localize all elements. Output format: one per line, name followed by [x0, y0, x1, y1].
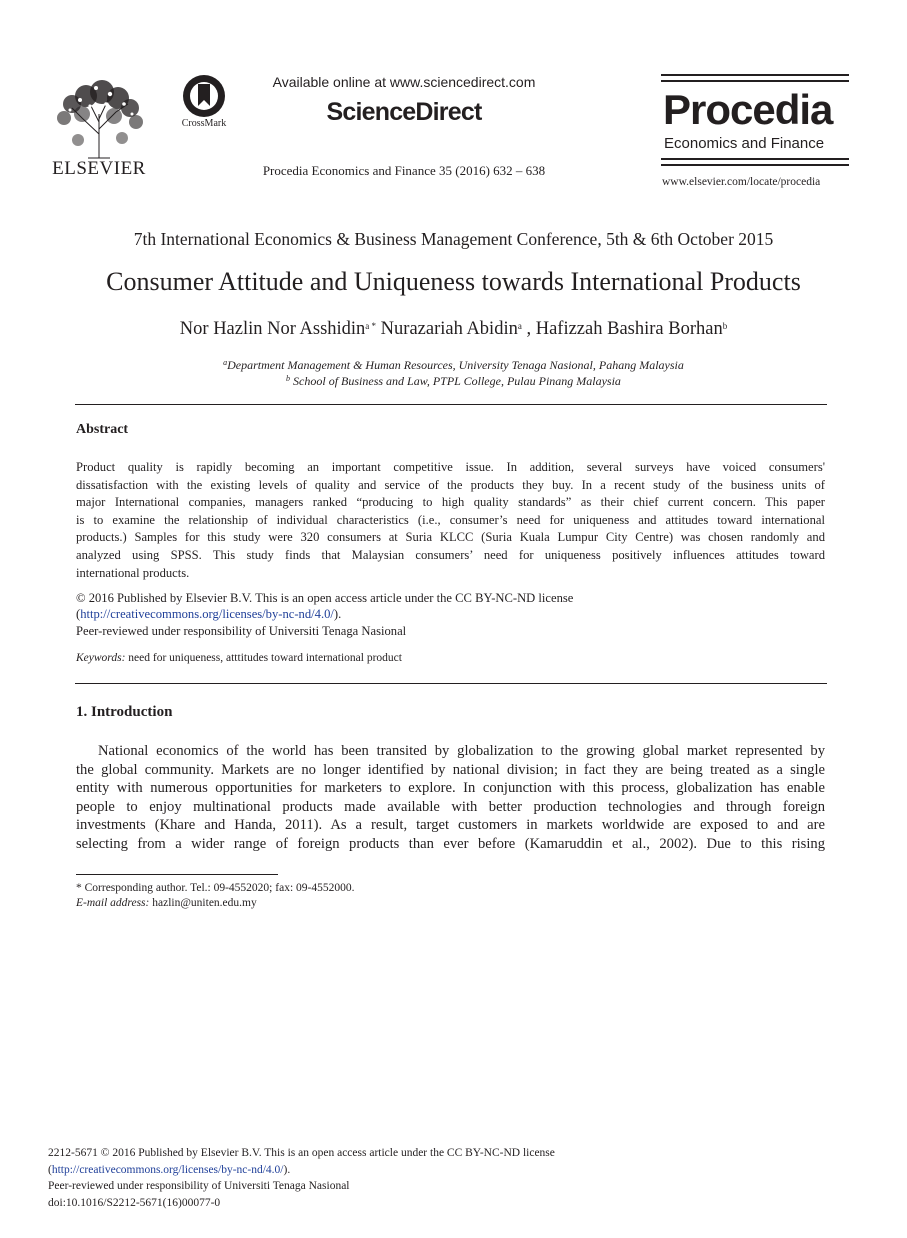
- footnote-rule: [76, 874, 278, 875]
- abstract-line: international products.: [76, 565, 190, 580]
- email-address[interactable]: hazlin@uniten.edu.my: [149, 897, 257, 909]
- intro-line: selecting from a wider range of foreign products than ever before (Kamaruddin et al., 2002). Due to this rising: [76, 835, 825, 852]
- email-line: [76, 897, 257, 909]
- footer-peer-review: Peer-reviewed under responsibility of Universiti Tenaga Nasional: [48, 1180, 350, 1193]
- abstract-heading: Abstract: [76, 422, 129, 437]
- procedia-bottom-rule-2: [661, 164, 849, 166]
- crossmark-label: CrossMark: [181, 118, 227, 129]
- corresponding-author: * Corresponding author. Tel.: 09-4552020; fax: 09-4552000.: [76, 882, 355, 894]
- affiliation-text: School of Business and Law, PTPL College, Pulau Pinang Malaysia: [290, 374, 621, 388]
- available-online: Available online at www.sciencedirect.com: [272, 74, 536, 90]
- email-label: E-mail address:: [76, 897, 150, 909]
- keywords-text: need for uniqueness, atttitudes toward international product: [125, 652, 402, 664]
- elsevier-tree-icon: [52, 74, 146, 160]
- elsevier-logo[interactable]: [52, 74, 146, 178]
- author-name: Nor Hazlin Nor Asshidin: [179, 319, 366, 339]
- procedia-title: Procedia: [663, 86, 833, 133]
- abstract-line: products.) Samples for this study were 320 consumers at Suria KLCC (Suria Kuala Lumpur City Centre) was chosen randomly and: [76, 530, 825, 545]
- abstract-line: analyzed using SPSS. This study finds that Malaysian consumers’ need for uniqueness positively influences attitudes toward: [76, 547, 825, 562]
- intro-line: people to enjoy multinational products made available with better production technologies and through foreign: [76, 798, 825, 815]
- author-list: [40, 319, 867, 340]
- footer-issn-line: 2212-5671 © 2016 Published by Elsevier B.V. This is an open access article under the CC BY-NC-ND license: [48, 1147, 555, 1159]
- affiliation-mark: b: [286, 374, 291, 383]
- intro-line: investments (Khare and Handa, 2011). As a result, target customers in markets worldwide are exposed to and are: [76, 817, 825, 834]
- copyright-notice: © 2016 Published by Elsevier B.V. This is an open access article under the CC BY-NC-ND license: [76, 591, 574, 605]
- elsevier-wordmark: ELSEVIER: [52, 158, 146, 179]
- footer-doi[interactable]: doi:10.1016/S2212-5671(16)00077-0: [48, 1196, 221, 1209]
- license-link[interactable]: http://creativecommons.org/licenses/by-nc-nd/4.0/: [80, 607, 334, 621]
- procedia-bottom-rule-1: [661, 158, 849, 160]
- abstract-bottom-rule: [75, 683, 827, 684]
- crossmark-icon: [175, 74, 233, 120]
- affiliation-text: Department Management & Human Resources, University Tenaga Nasional, Pahang Malaysia: [227, 358, 684, 372]
- journal-reference: Procedia Economics and Finance 35 (2016) 632 – 638: [262, 163, 546, 178]
- author-affiliation-mark: a: [517, 321, 522, 331]
- keywords: [76, 652, 402, 664]
- author-affiliation-mark: a *: [365, 321, 377, 331]
- intro-line: the global community. Markets are no longer identified by national division; in fact they are being treated as a single: [76, 761, 825, 778]
- procedia-top-rule-2: [661, 80, 849, 82]
- affiliation-a: [40, 358, 867, 373]
- procedia-subtitle: Economics and Finance: [664, 135, 825, 152]
- abstract-line: Product quality is rapidly becoming an important competitive issue. In addition, several surveys have voiced consumers': [76, 460, 825, 474]
- license-open: (: [76, 607, 81, 621]
- abstract-line: major International companies, managers ranked “producing to high quality standards” as their chief current concern. This paper: [76, 495, 825, 510]
- abstract-body: [76, 459, 825, 582]
- intro-line: entity with numerous opportunities for marketers to explore. In conjunction with this process, globalization has enable: [76, 780, 825, 797]
- license-close: ).: [333, 607, 342, 621]
- procedia-url[interactable]: www.elsevier.com/locate/procedia: [662, 176, 821, 188]
- author-name: Nurazariah Abidin: [376, 319, 518, 339]
- keywords-label: Keywords:: [76, 652, 126, 664]
- footer-license-line: [48, 1162, 555, 1179]
- introduction-body: [76, 742, 825, 854]
- affiliation-mark: a: [223, 358, 228, 367]
- abstract-line: is to examine the relationship of individual characteristics (i.e., consumer’s need for uniqueness and attitudes toward international: [76, 512, 825, 527]
- intro-line: National economics of the world has been transited by globalization to the growing global market represented by: [98, 743, 825, 759]
- introduction-heading: 1. Introduction: [76, 704, 173, 720]
- footer-license-open: (: [48, 1163, 52, 1176]
- abstract-line: dissatisfaction with the existing levels of quality and service of the products they buy. In a recent study of the business units of: [76, 477, 825, 492]
- crossmark-logo[interactable]: [175, 74, 233, 134]
- page-footer: [48, 1145, 555, 1211]
- affiliation-b: [40, 374, 867, 389]
- footer-license-close: ).: [283, 1163, 291, 1176]
- author-affiliation-mark: b: [722, 321, 728, 331]
- peer-review-notice: Peer-reviewed under responsibility of Universiti Tenaga Nasional: [76, 624, 407, 638]
- paper-title: Consumer Attitude and Uniqueness towards International Products: [106, 267, 801, 296]
- footer-license-link[interactable]: http://creativecommons.org/licenses/by-nc-nd/4.0/: [51, 1163, 284, 1176]
- conference-name: 7th International Economics & Business Management Conference, 5th & 6th October 2015: [133, 229, 774, 249]
- sciencedirect-logo[interactable]: ScienceDirect: [326, 98, 482, 126]
- procedia-top-rule-1: [661, 74, 849, 76]
- license-line: [76, 606, 341, 624]
- author-name: , Hafizzah Bashira Borhan: [521, 319, 723, 339]
- procedia-logo[interactable]: [661, 74, 849, 194]
- abstract-top-rule: [75, 404, 827, 405]
